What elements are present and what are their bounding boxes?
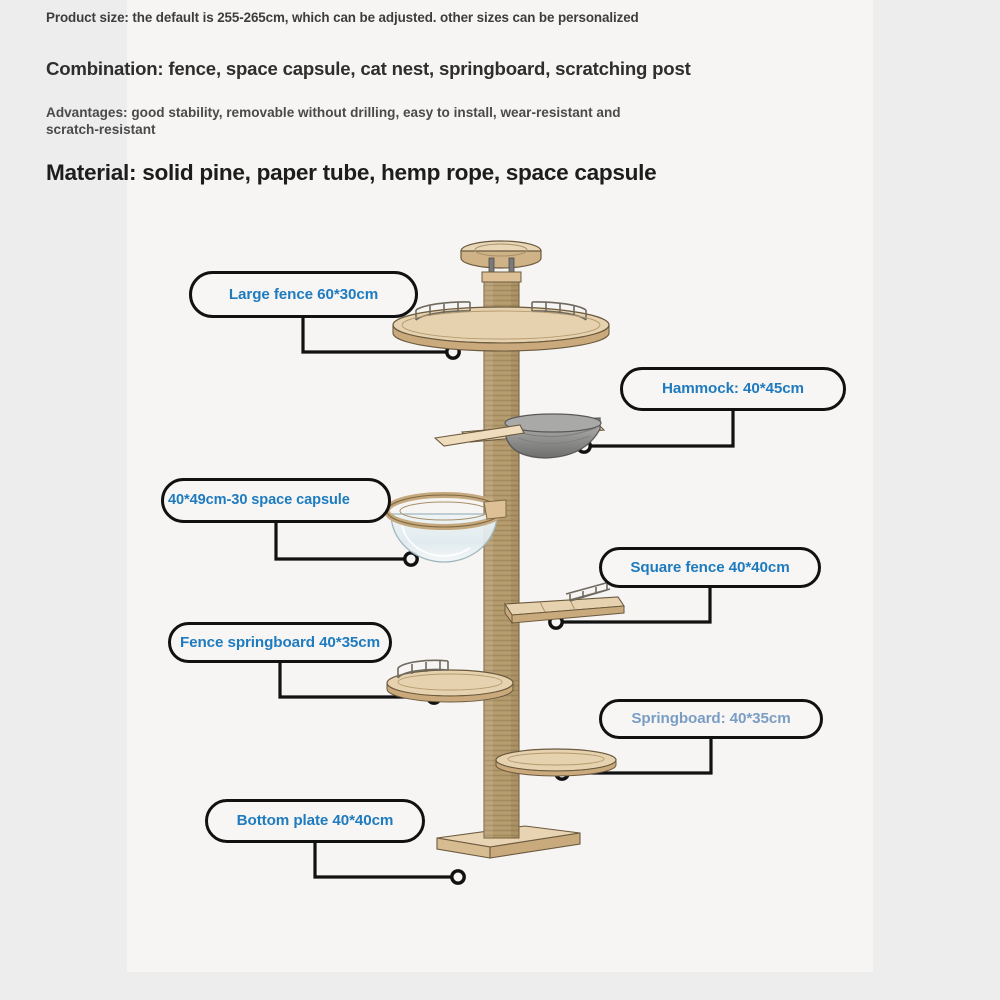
callout-bottom-plate[interactable]: Bottom plate 40*40cm xyxy=(205,799,425,843)
callout-large-fence[interactable]: Large fence 60*30cm xyxy=(189,271,418,318)
callout-square-fence[interactable]: Square fence 40*40cm xyxy=(599,547,821,588)
callout-fence-springboard[interactable]: Fence springboard 40*35cm xyxy=(168,622,392,663)
part-large-fence-platform xyxy=(393,302,609,351)
product-size-text: Product size: the default is 255-265cm, which can be adjusted. other sizes can be personalized xyxy=(46,10,639,25)
material-text: Material: solid pine, paper tube, hemp rope, space capsule xyxy=(46,160,657,185)
endpoint-bottom-plate xyxy=(452,871,464,883)
combination-text: Combination: fence, space capsule, cat nest, springboard, scratching post xyxy=(46,58,691,79)
callout-hammock[interactable]: Hammock: 40*45cm xyxy=(620,367,846,411)
leader-space-capsule xyxy=(276,523,405,559)
part-ceiling-plate xyxy=(461,241,541,282)
leader-bottom-plate xyxy=(315,843,452,877)
advantages-text: Advantages: good stability, removable without drilling, easy to install, wear-resistant and scratch-resistant xyxy=(46,105,625,137)
part-square-fence-platform xyxy=(505,583,624,623)
part-springboard xyxy=(496,749,616,776)
leader-hammock xyxy=(590,411,733,446)
callout-springboard[interactable]: Springboard: 40*35cm xyxy=(599,699,823,739)
callout-space-capsule[interactable]: 40*49cm-30 space capsule xyxy=(161,478,391,523)
